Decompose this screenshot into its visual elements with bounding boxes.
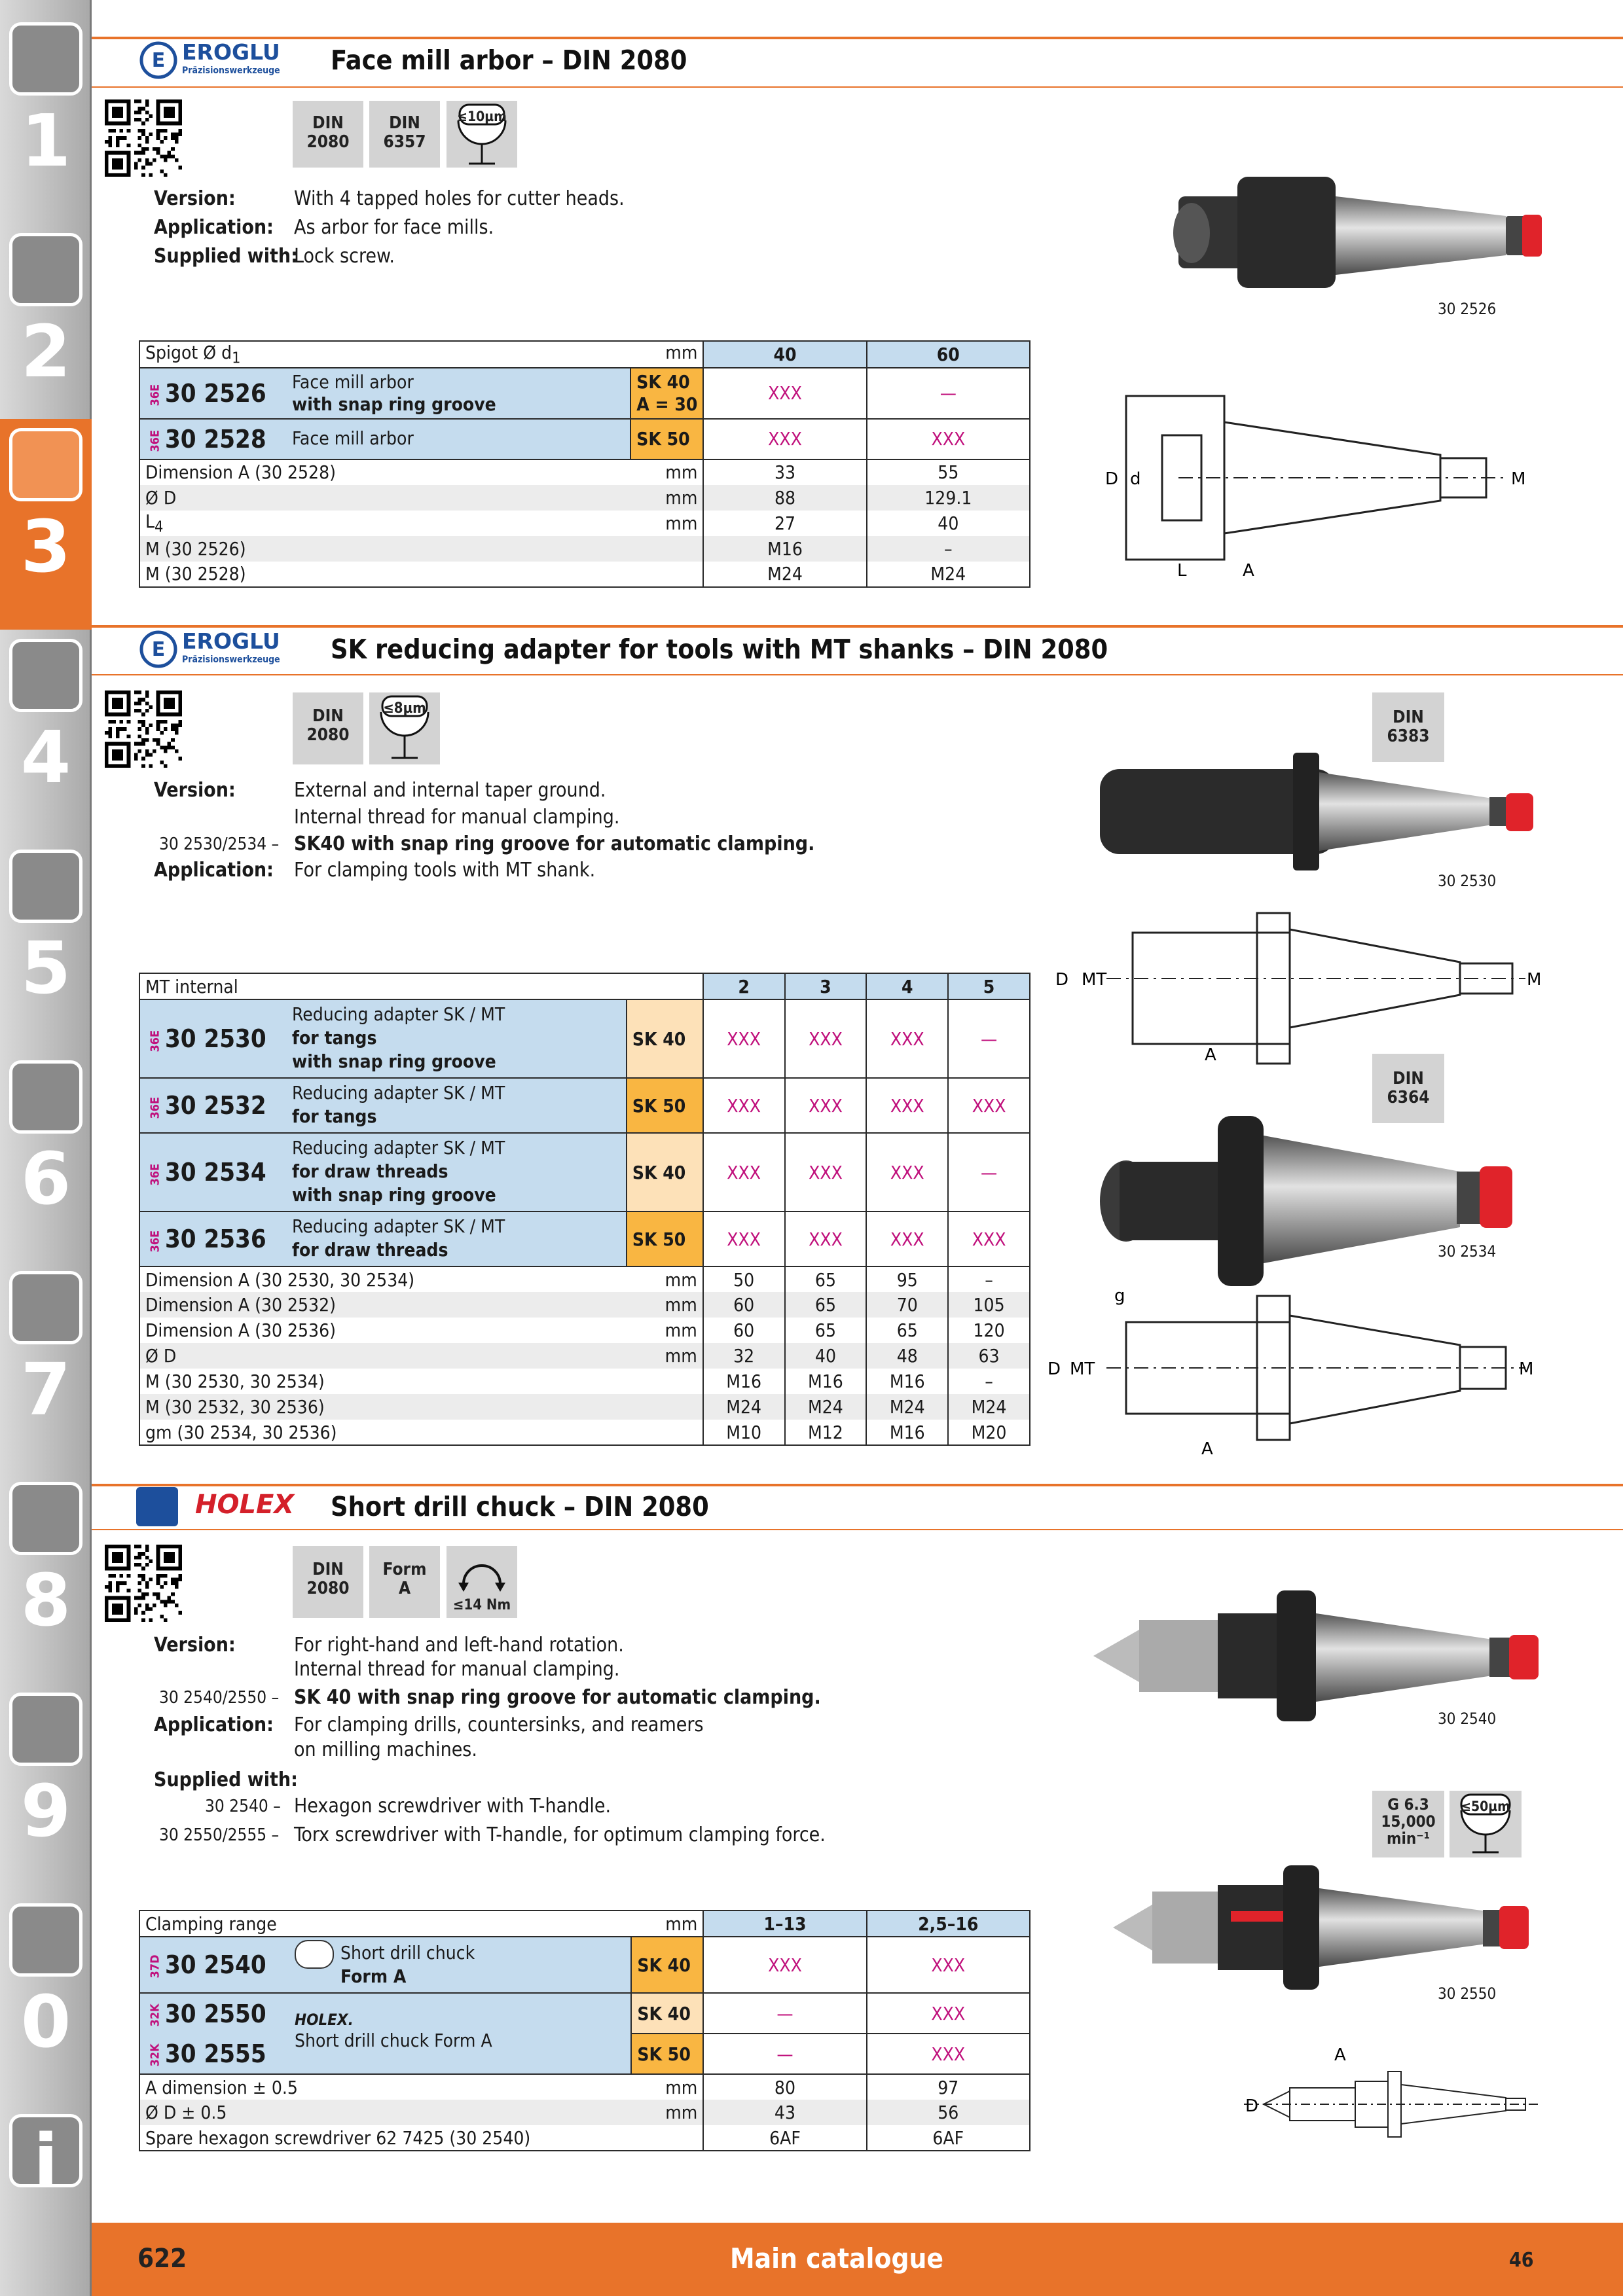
svg-text:MT: MT [1082,970,1107,990]
chapter-number: 7 [20,1348,71,1431]
qr-code [105,1545,182,1622]
section-divider [92,625,1623,628]
svg-text:M: M [1511,469,1526,489]
chapter-tab-3[interactable] [0,419,92,630]
chapter-number: 0 [20,1980,71,2064]
section-divider [92,37,1623,39]
toolholder-icon [9,428,82,501]
accuracy-badge: ≤50µm [1450,1791,1522,1857]
chapter-number: 1 [20,99,71,183]
qr-code [105,691,182,768]
technical-drawing [1041,910,1552,1073]
svg-text:MT: MT [1070,1359,1095,1379]
form-badge: Form A [369,1546,440,1618]
cabinet-icon [9,1693,82,1766]
chapter-number: 4 [20,715,71,799]
chapter-tab-4[interactable] [0,630,92,840]
product-photo [1165,151,1545,295]
section-title: Face mill arbor – DIN 2080 [331,45,687,76]
din-badge: DIN 2080 [293,1546,363,1618]
table-row[interactable]: 36E 30 2534 Reducing adapter SK / MT for draw threads with snap ring groove SK 40 XXX XXX XXX — [139,1133,1030,1211]
product-photo [1093,1106,1545,1289]
svg-text:M: M [1519,1359,1534,1379]
chapter-tab-i[interactable] [0,2105,92,2296]
eroglu-logo: E EROGLU Präzisionswerkzeuge [139,630,316,669]
section-title: SK reducing adapter for tools with MT shanks – DIN 2080 [331,634,1108,665]
sub-page-number: 46 [1509,2249,1534,2272]
grinding-disc-icon [9,850,82,923]
section-divider [92,1484,1623,1486]
pliers-icon [9,1271,82,1344]
table-row[interactable]: 36E 30 2526 Face mill arbor with snap ring groove SK 40 A = 30 XXX — [139,368,1030,419]
photo-caption: 30 2526 [1438,300,1497,318]
table-row[interactable]: 36E 30 2536 Reducing adapter SK / MT for draw threads SK 50 XXX XXX XXX XXX [139,1211,1030,1266]
catalogue-title: Main catalogue [730,2242,944,2274]
table-row[interactable]: 32K 30 2550 HOLEX. SK 40 — XXX [139,1993,1030,2034]
photo-caption: 30 2530 [1438,872,1497,890]
page-footer [92,2223,1623,2296]
din-badge: DIN 6357 [369,101,440,168]
technical-drawing [1041,1283,1552,1460]
chapter-tab-2[interactable] [0,224,92,435]
svg-text:L: L [1177,561,1187,581]
holex-icon [295,1940,334,1969]
table-row[interactable]: 36E 30 2528 Face mill arbor SK 50 XXX XXX [139,419,1030,459]
caliper-icon [9,639,82,712]
svg-text:D: D [1048,1359,1061,1379]
section-divider [92,86,1623,88]
torque-badge: ≤14 Nm [447,1546,517,1618]
spec-table: MT internal 2 3 4 5 36E 30 2530 Reducing adapter SK / MT for tangs with snap ring groove SK 40 XXX XXX XXX — 36E 30 2532 Reducing adapter SK / MT for tangs SK 50 XXX XXX XXX XXX 36E 30 2534 Reducing adapter SK / MT for draw threads with snap ring groove SK 40 XXX XXX XXX — 36E 30 2536 Reducing adapter SK / MT for draw threads SK 50 XXX XXX XXX XXX Dimension A (30 2530, 30 2534) mm 50 65 95 – Dimension A (30 2532) mm 60 65 70 105 Dimension A (30 2536) mm 60 65 65 120 Ø D mm 32 40 48 63 M (30 2530, 30 2534) M16 M16 M16 – M (30 2532, 30 2536) M24 M24 M24 M24 gm (30 2534, 30 2536) M10 M12 M16 M20 [139,973,1030,1446]
din-badge: DIN 6383 [1372,692,1444,762]
product-photo [1087,1584,1545,1728]
chapter-number: i [33,2119,58,2202]
svg-text:A: A [1205,1045,1216,1065]
holex-logo: HOLEX [136,1487,306,1526]
technical-drawing [1237,2042,1545,2140]
safety-icon [9,1903,82,1977]
photo-caption: 30 2534 [1438,1242,1497,1261]
workbench-icon [9,1482,82,1555]
chapter-tab-1[interactable] [0,13,92,224]
photo-caption: 30 2540 [1438,1710,1497,1728]
table-row[interactable]: 36E 30 2530 Reducing adapter SK / MT for tangs with snap ring groove SK 40 XXX XXX XXX — [139,999,1030,1078]
section-divider [92,674,1623,675]
insert-icon [9,233,82,306]
table-header: Spigot Ø $d_1$ mm [139,341,703,368]
balance-badge: G 6.3 15,000 min⁻¹ [1372,1791,1444,1857]
product-photo [1100,753,1545,870]
accuracy-badge: ≤8µm [369,692,440,764]
chapter-sidebar [0,0,92,2296]
eroglu-logo: E EROGLU Präzisionswerkzeuge [139,41,316,80]
chapter-tab-5[interactable] [0,840,92,1051]
spec-table: Spigot Ø $d_1$ mm 40 60 36E 30 2526 Face mill arbor with snap ring groove SK 40 A = 30 XXX — 36E 30 2528 Face mill arbor SK 50 XXX XXX Dimension A (30 2528) mm 33 55 Ø D mm 88 129.1 $L_4$ mm 27 40 M (30 2526) M16 – M (30 2528) M24 M24 [139,340,1030,588]
technical-drawing [1100,386,1545,583]
svg-text:d: d [1130,469,1141,489]
din-badge: DIN 2080 [293,692,363,764]
accuracy-badge: ≤10µm [447,101,517,168]
product-photo [1100,1852,1545,2003]
chapter-tab-8[interactable] [0,1473,92,1683]
svg-text:M: M [1527,970,1542,990]
chapter-tab-6[interactable] [0,1051,92,1262]
svg-text:E: E [151,49,166,72]
drill-icon [9,22,82,96]
table-row[interactable]: 36E 30 2532 Reducing adapter SK / MT for tangs SK 50 XXX XXX XXX XXX [139,1078,1030,1133]
page-number: 622 [137,2244,187,2274]
svg-text:A: A [1334,2045,1346,2065]
spec-table: Clamping range mm 1–13 2,5–16 37D 30 2540 Short drill chuck Form A SK 40 XXX XXX 32K 30 2550 HOLEX. SK 40 — XXX 32K 30 2555 Short drill chuck Form A SK 50 — XXX A dimension ± 0.5 mm 80 97 Ø D ± 0.5 mm 43 56 Spare hexagon screwdriver 62 7425 (30 2540) 6AF 6AF [139,1910,1030,2151]
svg-text:E: E [151,638,166,661]
table-row[interactable]: 32K 30 2555 Short drill chuck Form A SK 50 — XXX [139,2034,1030,2074]
photo-caption: 30 2550 [1438,1984,1497,2003]
din-badge: DIN 2080 [293,101,363,168]
svg-text:D: D [1245,2096,1259,2116]
chapter-number: 2 [20,310,71,393]
chapter-tab-0[interactable] [0,1894,92,2105]
chapter-number: 8 [20,1558,71,1642]
section-title: Short drill chuck – DIN 2080 [331,1491,709,1522]
svg-text:D: D [1055,970,1069,990]
qr-code [105,99,182,177]
chapter-number: 6 [20,1137,71,1221]
svg-text:A: A [1243,561,1254,581]
table-row[interactable]: 37D 30 2540 Short drill chuck Form A SK 40 XXX XXX [139,1937,1030,1993]
chapter-number: 3 [20,505,71,588]
section-divider [92,1529,1623,1530]
chapter-number: 5 [20,926,71,1010]
screwdriver-icon [631,2125,703,2151]
svg-text:A: A [1201,1439,1213,1459]
svg-text:g: g [1114,1286,1125,1306]
chapter-number: 9 [20,1769,71,1853]
din-badge: DIN 6364 [1372,1054,1444,1123]
chapter-tab-9[interactable] [0,1683,92,1894]
svg-text:D: D [1105,469,1119,489]
chapter-tab-7[interactable] [0,1262,92,1473]
wrench-icon [9,1060,82,1134]
